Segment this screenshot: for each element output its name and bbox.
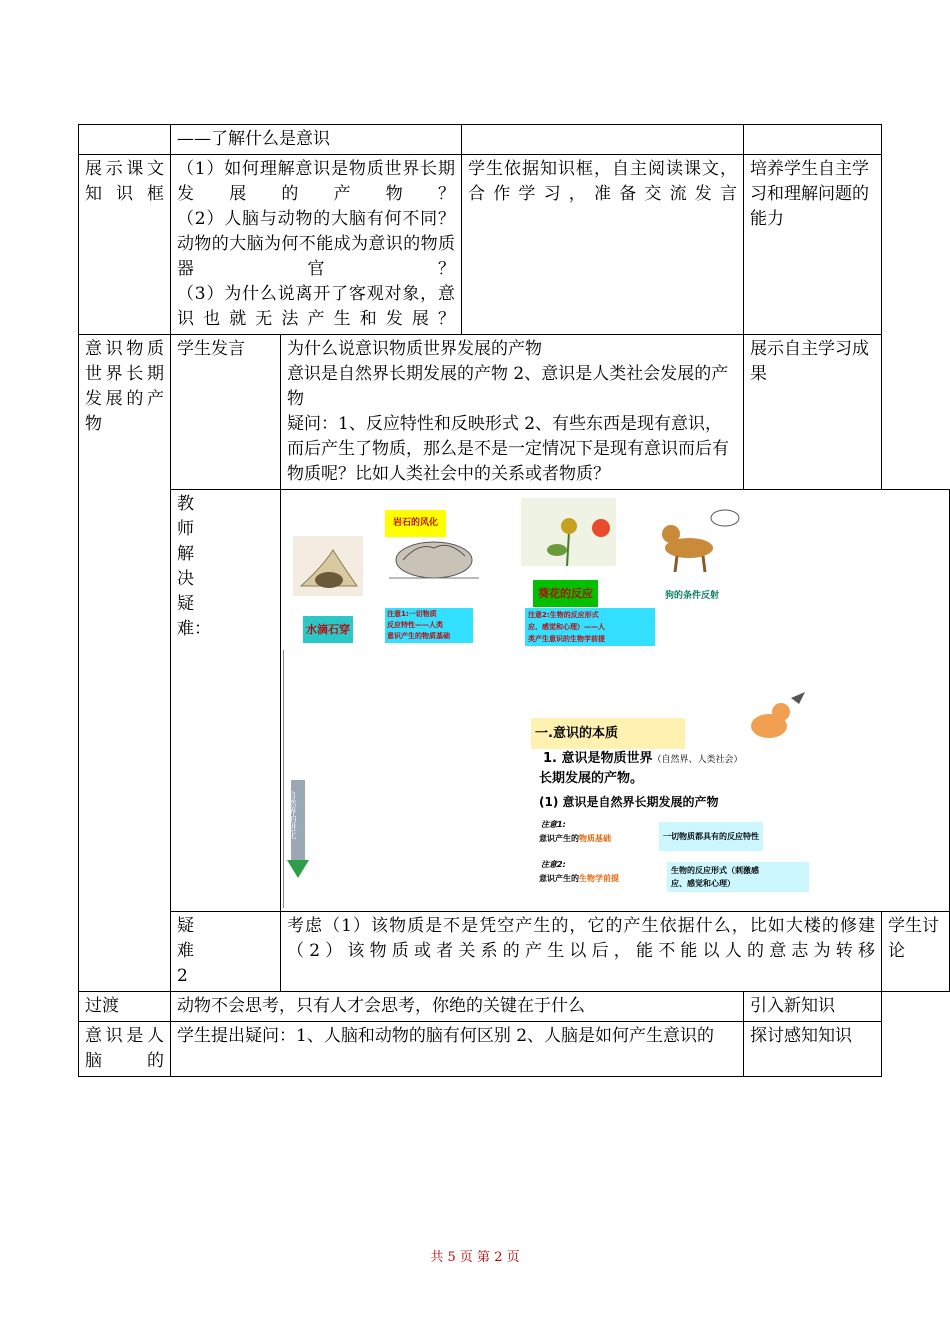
teacher-label: 教师解决疑难：: [177, 494, 211, 639]
speech-line: 为什么说意识物质世界发展的产物: [287, 339, 542, 359]
design-intent: 学生讨论: [882, 912, 950, 992]
illustration: [281, 490, 936, 908]
note2-key: 生物学前提: [579, 874, 619, 883]
divider-line: [283, 650, 284, 908]
design-intent: 引入新知识: [744, 992, 882, 1022]
difficulty-label: 疑难 2: [177, 916, 194, 986]
design-intent: 展示自主学习成果: [744, 335, 882, 490]
arrow-label: 自然界的进化: [288, 791, 297, 839]
note-line: 注意2:生物的反应形式: [528, 611, 599, 619]
note1-prefix: 意识产生的: [539, 834, 579, 843]
note2-box-content: [667, 862, 809, 892]
student-question: 学生提出疑问：1、人脑和动物的脑有何区别 2、人脑是如何产生意识的: [171, 1022, 744, 1077]
illustration-cell: [281, 490, 950, 912]
speech-line: 疑问：1、反应特性和反映形式 2、有些东西是现有意识，而后产生了物质，那么是不是一定情况下是现有意识而后有物质呢？比如人类社会中的关系或者物质？: [287, 414, 729, 484]
lesson-plan-table: [78, 124, 950, 1077]
stage-label: 过渡: [79, 992, 171, 1022]
stage-label: 意识是人脑的: [79, 1022, 171, 1077]
cell: 学生发言: [171, 335, 281, 490]
design-intent: 探讨感知知识: [744, 1022, 882, 1077]
note2-line: [539, 866, 619, 891]
note1-key: 物质基础: [579, 834, 611, 843]
note1-line: [539, 826, 611, 851]
design-intent: 培养学生自主学习和理解问题的能力: [744, 155, 882, 335]
cell: ——了解什么是意识: [171, 125, 462, 155]
note-line: 反应特性——人类: [387, 621, 443, 629]
cat-image: [741, 690, 811, 744]
point1-paren: （自然界、人类社会）: [652, 755, 743, 765]
water-label: 水滴石穿: [303, 616, 353, 643]
dog-image: [653, 504, 745, 576]
page-footer: 共 5 页 第 2 页: [430, 1250, 520, 1265]
student-activity: 学生依据知识框，自主阅读课文，合作学习，准备交流发言: [462, 155, 744, 335]
difficulty-text: 考虑（1）该物质是不是凭空产生的，它的产生依据什么，比如大楼的修建（2）该物质或者关系的产生以后，能不能以人的意志为转移: [281, 912, 882, 992]
cell: [462, 125, 744, 155]
dog-label: 狗的条件反射: [665, 591, 720, 601]
teacher-cell: [171, 490, 281, 912]
speech-line: 意识是自然界长期发展的产物 2、意识是人类社会发展的产物: [287, 364, 729, 409]
water-rock-image: [293, 536, 363, 596]
cell: [744, 125, 882, 155]
stage-label: 意识物质世界长期发展的产物: [79, 335, 171, 992]
note-line: 意识产生的物质基础: [387, 632, 450, 640]
questions-cell: [171, 155, 462, 335]
note1-title: 注意1:: [541, 820, 566, 829]
rock-title: 岩石的风化: [385, 510, 446, 537]
note-line: 类产生意识的生物学前提: [528, 635, 605, 643]
note-line: 应、感觉和心理）: [671, 879, 735, 888]
note2-box: [525, 608, 655, 646]
sunflower-label: 葵花的反应: [533, 580, 598, 607]
cell: [79, 125, 171, 155]
student-speech: [281, 335, 744, 490]
stage-label: 展示课文知识框: [79, 155, 171, 335]
note-line: 生物的反应形式（刺激感: [671, 866, 759, 875]
sunflower-image: [521, 498, 616, 566]
sub-point-1: (1) 意识是自然界长期发展的产物: [539, 795, 719, 809]
transition-text: 动物不会思考，只有人才会思考，你绝的关键在于什么: [171, 992, 744, 1022]
point1-cont: 长期发展的产物。: [539, 771, 644, 786]
note2-title: 注意2:: [541, 860, 566, 869]
question-1: （1）如何理解意识是物质世界长期发展的产物？: [177, 159, 455, 204]
rock-image: [389, 526, 479, 584]
note-line: 应、感觉和心理）——人: [528, 623, 605, 631]
section-heading: 一.意识的本质: [531, 718, 685, 749]
question-3: （3）为什么说离开了客观对象，意识也就无法产生和发展？: [177, 284, 455, 329]
arrow-head: [287, 860, 309, 878]
note1-box: [385, 608, 473, 643]
note1-box-content: 一切物质都具有的反应特性: [659, 822, 763, 851]
cell: [171, 912, 281, 992]
point1-text: 1. 意识是物质世界: [543, 751, 653, 766]
note2-prefix: 意识产生的: [539, 874, 579, 883]
note-line: 注意1:一切物质: [387, 610, 437, 618]
question-2: （2）人脑与动物的大脑有何不同？动物的大脑为何不能成为意识的物质器官？: [177, 209, 455, 279]
evolution-arrow: [288, 780, 305, 862]
